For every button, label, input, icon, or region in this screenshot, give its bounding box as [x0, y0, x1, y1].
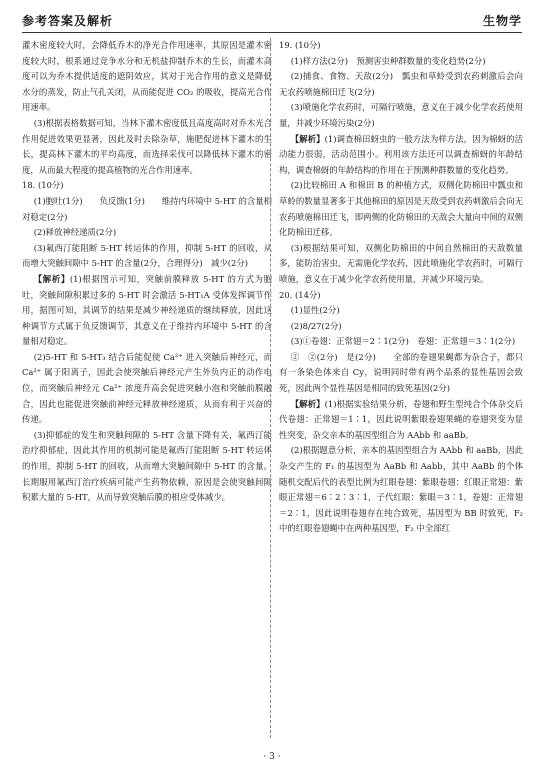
paragraph-text: (2)根据题意分析，亲本的基因型组合为 AAbb 和 aaBb，因此杂交产生的 F₁ 的基因型为 AaBb 和 Aabb，其中 AaBb 的个体随机交配后代的表型比例为红眼卷翅：紫眼卷翅：红眼正常翅：紫眼正常翅＝6∶2∶3∶1，子代红眼：紫眼＝3∶1，卷翅：正常翅＝2∶1，因此说明卷翅存在纯合致死，基因型为 BB 时致死，F₂ 中的红眼卷翅蝇中在两种基因型，F₂ 中全部红: [279, 445, 523, 534]
paragraph-text: (3)喷施化学农药时，可隔行喷施，意义在于减少化学农药使用量，并减少环境污染(2分): [279, 102, 523, 128]
paragraph-text: 19. (10分): [279, 40, 321, 50]
analysis-paragraph: [22, 272, 272, 350]
question-number: [22, 178, 272, 194]
answer-paragraph: [22, 116, 272, 178]
answer-paragraph: [279, 178, 523, 240]
analysis-tag: 【解析】: [290, 133, 325, 144]
answer-paragraph: [22, 350, 272, 428]
paragraph-text: 20. (14分): [279, 289, 321, 300]
answer-paragraph: [279, 350, 523, 397]
analysis-tag: 【解析】: [33, 273, 70, 284]
answer-paragraph: [279, 241, 523, 288]
analysis-paragraph: [279, 132, 523, 179]
answer-paragraph: [279, 69, 523, 100]
answer-paragraph: [279, 54, 523, 70]
paragraph-text: (3)根据表格数据可知，当林下灌木密度低且高度高时对乔木光合作用促进效果更显著，因此及时去除杂草，施肥促进林下灌木的生长，提高林下灌木的平均高度，而选择采伐可以降低林下灌木的密度，从而最大程度的提高植物的光合作用速率。: [22, 117, 272, 175]
answer-paragraph: [279, 100, 523, 131]
paragraph-text: (2)比较棉田 A 和棉田 B 的种植方式，双侧化防棉田中瓢虫和草蛉的数量显著多于其他棉田的原因是天敌受到农药刺激后会向无农药喷施棉田迁飞，即两侧的化防棉田的天敌会大量向中间的双侧化防棉田迁移。: [279, 180, 523, 238]
analysis-tag: 【解析】: [290, 398, 325, 409]
answer-paragraph: [22, 428, 272, 506]
paragraph-text: (2)5-HT 和 5-HT₃ 结合后能促使 Ca²⁺ 进入突触后神经元，而 Ca²⁺ 属于阳离子，因此会使突触后神经元产生外负内正的动作电位，而突触后神经元 Ca²⁺ 浓度升高会促进突触小泡和突触前膜融合，因此也能促进突触前神经元释放神经递质，从而有利于兴奋的传递。: [22, 351, 272, 425]
paragraph-text: (3)根据结果可知，双侧化防棉田的中间自然棉田的天敌数量多，能防治害虫，无需施化学农药，因此喷施化学农药时，可隔行喷施，意义在于减少化学农药使用量，并减少环境污染。: [279, 242, 523, 284]
answer-paragraph: [279, 334, 523, 350]
answer-paragraph: [279, 303, 523, 319]
answer-paragraph: [22, 225, 272, 241]
question-number: [279, 288, 523, 304]
paragraph-text: (1)胞吐(1分) 负反馈(1分) 维持内环境中 5-HT 的含量相对稳定(2分): [22, 195, 272, 222]
header-rule: [22, 32, 522, 33]
answer-paragraph: [22, 241, 272, 272]
paragraph-text: (2)8/27(2分): [290, 320, 342, 331]
question-number: [279, 38, 523, 54]
body-paragraph: [22, 38, 272, 116]
answer-paragraph: [279, 443, 523, 537]
page-header: [22, 12, 522, 30]
paragraph-text: (1)根据图示可知，突触前膜释放 5-HT 的方式为胞吐，突触间隙积累过多的 5-HT 时会激活 5-HT₁A 受体发挥调节作用，据图可知，其调节的结果是减少神经递质的继续释放，因此这种调节方式属于负反馈调节，其意义在于维持内环境中 5-HT 的含量相对稳定。: [22, 273, 273, 347]
page-number: · 3 ·: [263, 752, 281, 762]
paragraph-text: (2)释放神经递质(2分): [33, 227, 117, 238]
left-column: [22, 38, 272, 506]
paragraph-text: (1)调查棉田蚜虫的一般方法为样方法，因为棉蚜的活动能力很弱，活动范围小。利用该方法还可以调查棉蚜的年龄结构，调查棉蚜的年龄结构的作用在于预测种群数量的变化趋势。: [279, 133, 523, 175]
paragraph-text: (1)样方法(2分) 预测害虫种群数量的变化趋势(2分): [290, 55, 486, 66]
analysis-paragraph: [279, 397, 523, 444]
header-title: 参考答案及解析: [22, 14, 114, 28]
paragraph-text: (3)①卷翅：正常翅＝2∶1(2分) 卷翅：正常翅＝3∶1(2分): [290, 336, 516, 347]
answer-paragraph: [279, 319, 523, 335]
header-subject: 生物学: [482, 14, 522, 28]
paragraph-text: (1)显性(2分): [290, 305, 340, 316]
paragraph-text: (3)氟西汀能阻断 5-HT 转运体的作用，抑制 5-HT 的回收，从而增大突触间隙中 5-HT 的含量(2分，合理得分) 减少(2分): [22, 242, 272, 269]
paragraph-text: ② ②(2分) 是(2分) 全部的卷翅果蝇都为杂合子，都只有一条染色体来自 Cy，说明同时带有两个品系的显性基因会致死，因此两个显性基因是相同的致死基因(2分): [279, 351, 523, 394]
paragraph-text: (2)捕食、食物、天敌(2分) 瓢虫和草蛉受到农药刺激后会向无农药喷施棉田迁飞(2分): [279, 71, 523, 97]
answer-paragraph: [22, 194, 272, 225]
paragraph-text: (3)抑郁症的发生和突触间隙的 5-HT 含量下降有关，氟西汀能治疗抑郁症，因此其作用的机制可能是氟西汀能阻断 5-HT 转运体的作用，抑制 5-HT 的回收，从而增大突触间隙中 5-HT 的含量。长期服用氟西汀治疗疾病可能产生药物依赖，原因是会使突触间隙积累大量的 5-HT，从而导致突触后膜的相应受体减少。: [22, 429, 272, 503]
paragraph-text: 18. (10分): [22, 180, 64, 191]
column-divider: [270, 38, 271, 738]
right-column: [279, 38, 523, 537]
paragraph-text: 灌木密度较大时，会降低乔木的净光合作用速率，其原因是灌木密度较大时，根系通过竞争水分和无机盐抑制乔木的生长，而灌木高度可以为乔木提供适度的遮阴效应，其对于光合作用的意义是降低水分的蒸发，防止气孔关闭，从而能促进 CO₂ 的吸收，提高光合作用速率。: [22, 40, 272, 113]
paragraph-text: (1)根据实验结果分析，卷翅和野生型纯合个体杂交后代卷翅：正常翅＝1∶1，因此说明紫眼卷翅果蝇的卷翅突变为显性突变，杂交亲本的基因型组合为 AAbb 和 aaBb。: [279, 398, 523, 440]
